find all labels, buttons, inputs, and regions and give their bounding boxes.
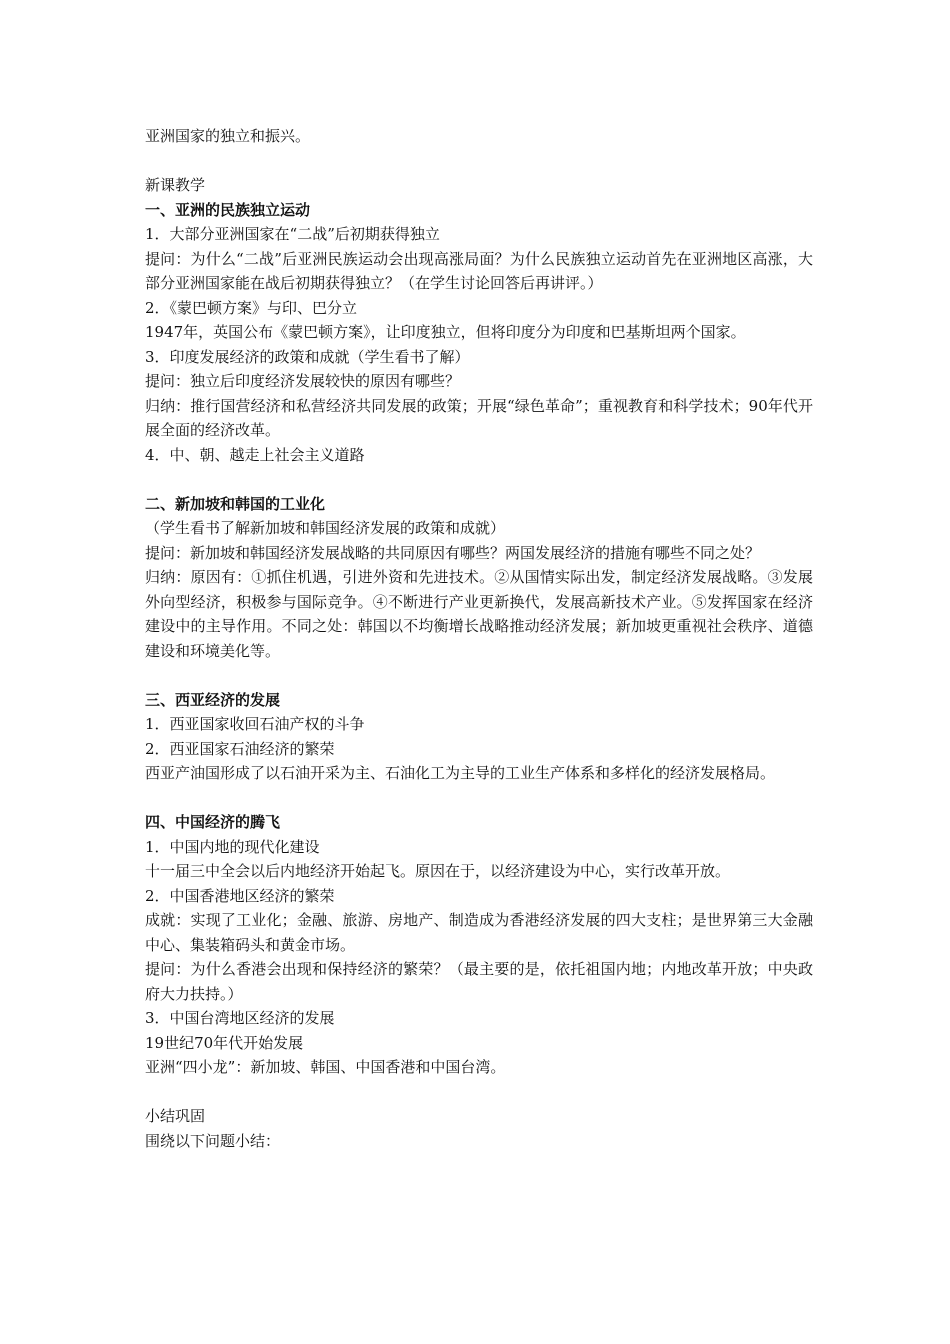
question-text: 提问：新加坡和韩国经济发展战略的共同原因有哪些？两国发展经济的措施有哪些不同之处？	[145, 543, 761, 562]
section-heading: 三、西亚经济的发展	[145, 690, 281, 709]
body-text: 1947年，英国公布《蒙巴顿方案》，让印度独立，但将印度分为印度和巴基斯坦两个国家。	[145, 323, 746, 341]
body-text: 西亚产油国形成了以石油开采为主、石油化工为主导的工业生产体系和多样化的经济发展格局。	[145, 764, 776, 782]
question-text: 提问：为什么香港会出现和保持经济的繁荣？（最主要的是，依托祖国内地；内地改革开放；中央政府大力扶持。）	[145, 960, 813, 1003]
list-item: 3．印度发展经济的政策和成就（学生看书了解）	[145, 347, 470, 366]
spacer	[145, 663, 813, 688]
list-item: 2．中国香港地区经济的繁荣	[145, 886, 335, 905]
list-item: 3．中国台湾地区经济的发展	[145, 1009, 335, 1027]
list-item: 2．《蒙巴顿方案》与印、巴分立	[145, 298, 358, 317]
body-text: 19世纪70年代开始发展	[145, 1033, 304, 1052]
intro-text: 亚洲国家的独立和振兴。	[145, 127, 311, 145]
summary-text: 归纳：原因有：①抓住机遇，引进外资和先进技术。②从国情实际出发，制定经济发展战略。③发展外向型经济，积极参与国际竞争。④不断进行产业更新换代，发展高新技术产业。⑤发挥国家在经济建设中的主导作用。不同之处：韩国以不均衡增长战略推动经济发展；新加坡更重视社会秩序、道德建设和环境美化等。	[145, 568, 813, 660]
summary-text: 归纳：推行国营经济和私营经济共同发展的政策；开展“绿色革命”；重视教育和科学技术；90年代开展全面的经济改革。	[145, 396, 813, 439]
list-item: 1．大部分亚洲国家在“二战”后初期获得独立	[145, 225, 440, 243]
spacer	[145, 1080, 813, 1105]
section-heading: 一、亚洲的民族独立运动	[145, 200, 311, 219]
list-item: 4．中、朝、越走上社会主义道路	[145, 445, 365, 464]
spacer	[145, 467, 813, 492]
spacer	[145, 149, 813, 174]
spacer	[145, 786, 813, 811]
body-text: 亚洲“四小龙”：新加坡、韩国、中国香港和中国台湾。	[145, 1058, 506, 1076]
section-heading: 二、新加坡和韩国的工业化	[145, 494, 326, 513]
summary-title: 小结巩固	[145, 1107, 206, 1125]
document-page	[145, 124, 813, 1153]
section-heading: 四、中国经济的腾飞	[145, 813, 281, 831]
list-item: 1．中国内地的现代化建设	[145, 837, 320, 856]
list-item: 1．西亚国家收回石油产权的斗争	[145, 715, 365, 733]
list-item: 2．西亚国家石油经济的繁荣	[145, 739, 335, 758]
summary-text: 围绕以下问题小结：	[145, 1131, 281, 1150]
body-text: 成就：实现了工业化；金融、旅游、房地产、制造成为香港经济发展的四大支柱；是世界第三大金融中心、集装箱码头和黄金市场。	[145, 911, 813, 954]
question-text: 提问：为什么“二战”后亚洲民族运动会出现高涨局面？为什么民族独立运动首先在亚洲地区高涨，大部分亚洲国家能在战后初期获得独立？（在学生讨论回答后再讲评。）	[145, 249, 813, 292]
body-text: 十一届三中全会以后内地经济开始起飞。原因在于，以经济建设为中心，实行改革开放。	[145, 862, 731, 880]
body-text: （学生看书了解新加坡和韩国经济发展的政策和成就）	[145, 519, 506, 537]
question-text: 提问：独立后印度经济发展较快的原因有哪些？	[145, 372, 461, 390]
new-lesson-label: 新课教学	[145, 176, 206, 194]
